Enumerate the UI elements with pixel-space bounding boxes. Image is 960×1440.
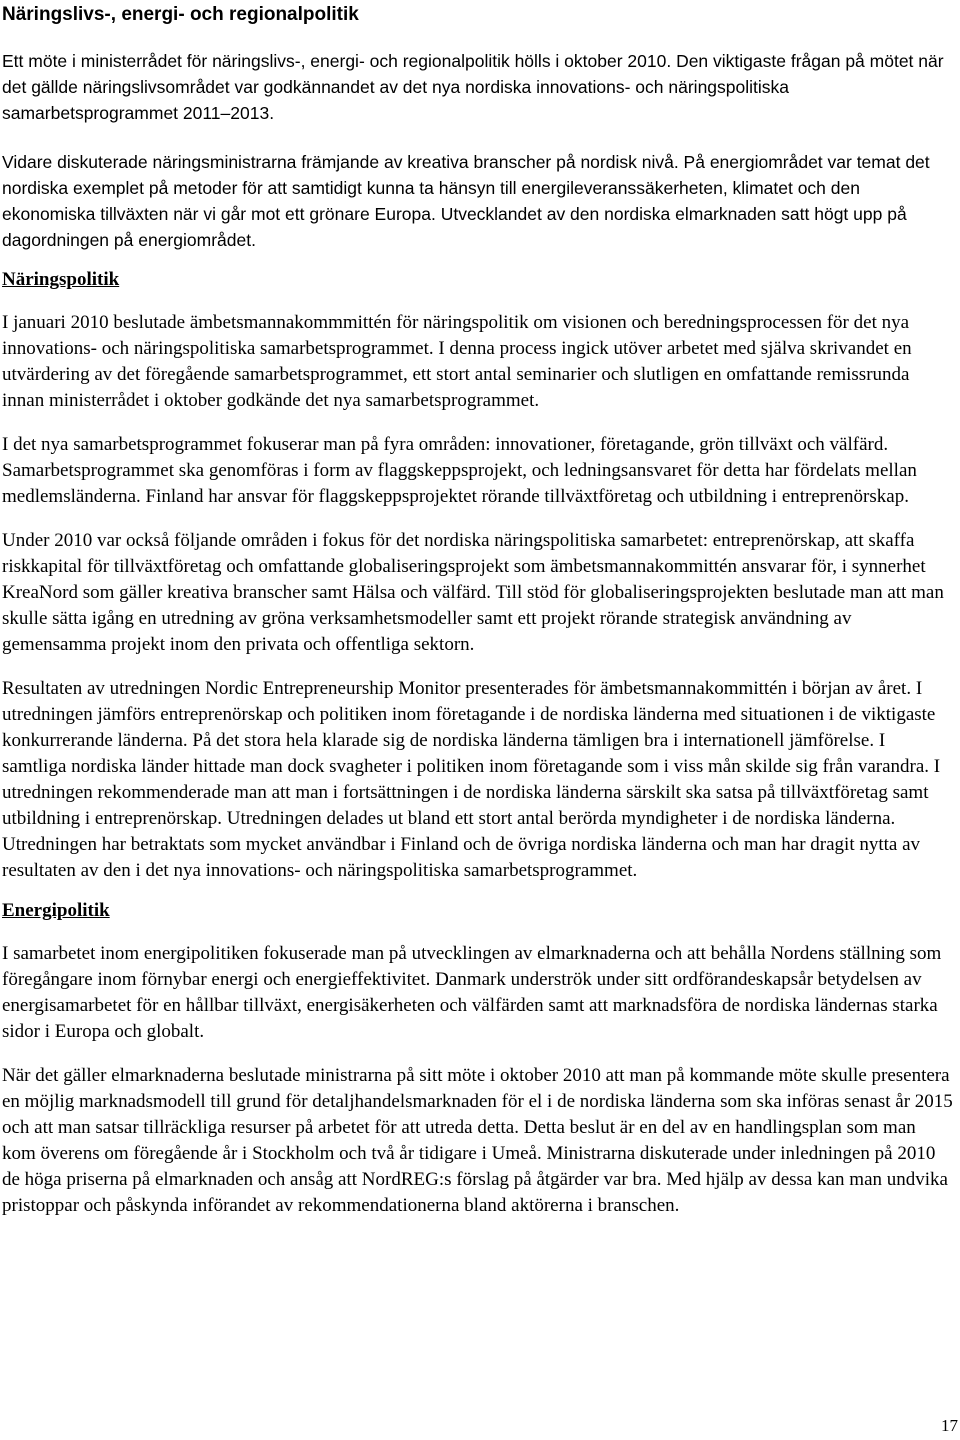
section-energipolitik — [2, 898, 954, 1219]
section-naringspolitik — [2, 267, 954, 884]
body-paragraph: Under 2010 var också följande områden i fokus för det nordiska näringspolitiska samarbetet: entreprenörskap, att skaffa riskkapital för tillväxtföretag och omfattande globaliseringsprojekt som ämbetsmannakommittén ansvarar för, i synnerhet KreaNord som gäller kreativa branscher samt Hälsa och välfärd. Till stöd för globaliseringsprojekten beslutade man att man skulle sätta igång en utredning av gröna verksamhetsmodeller samt ett projekt rörande strategisk användning av gemensamma projekt inom den privata och offentliga sektorn. — [2, 530, 944, 655]
body-paragraph: I samarbetet inom energipolitiken fokuserade man på utvecklingen av elmarknaderna och att behålla Nordens ställning som föregångare inom förnybar energi och energieffektivitet. Danmark underströk under sitt ordförandeskapsår betydelsen av energisamarbetet för en hållbar tillväxt, energisäkerheten och välfärden samt att marknadsföra de nordiska ländernas starka sidor i Europa och globalt. — [2, 943, 942, 1042]
page-number: 17 — [941, 1416, 958, 1435]
document-heading: Näringslivs-, energi- och regionalpolitik — [2, 4, 359, 25]
body-paragraph: När det gäller elmarknaderna beslutade ministrarna på sitt möte i oktober 2010 att man på kommande möte skulle presentera en möjlig marknadsmodell till grund för detaljhandelsmarknaden för el i de nordiska länderna som ska införas senast år 2015 och att man satsar tillräckliga resurser på arbetet för att utreda detta. Detta beslut är en del av en handlingsplan som man kom överens om föregående år i Stockholm och två år tidigare i Umeå. Ministrarna diskuterade under inledningen på 2010 de höga priserna på elmarknaden och ansåg att NordREG:s förslag på åtgärder var bra. Med hjälp av dessa kan man undvika pristoppar och påskynda införandet av rekommendationerna bland aktörerna i branschen. — [2, 1065, 953, 1216]
body-paragraph: I januari 2010 beslutade ämbetsmannakommmittén för näringspolitik om visionen och beredningsprocessen för det nya innovations- och näringspolitiska samarbetsprogrammet. I denna process ingick utöver arbetet med själva skrivandet en utvärdering av det föregående samarbetsprogrammet, ett stort antal seminarier och slutligen en omfattande remissrunda innan ministerrådet i oktober godkände det nya samarbetsprogrammet. — [2, 312, 912, 411]
document-page — [2, 0, 954, 1219]
body-paragraph: Resultaten av utredningen Nordic Entrepreneurship Monitor presenterades för ämbetsmannakommittén i början av året. I utredningen jämförs entreprenörskap och politiken inom företagande i de nordiska länderna med situationen i de viktigaste konkurrerande länderna. På det stora hela klarade sig de nordiska länderna tämligen bra i internationell jämförelse. I samtliga nordiska länder hittade man dock svagheter i politiken inom företagande som i viss mån skilde sig från varandra. I utredningen rekommenderade man att man i fortsättningen i de nordiska länderna särskilt ska satsa på tillväxtföretag samt utbildning i entreprenörskap. Utredningen delades ut bland ett stort antal berörda myndigheter i de nordiska länderna. Utredningen har betraktats som mycket användbar i Finland och de övriga nordiska länderna och man har dragit nytta av resultaten av den i det nya innovations- och näringspolitiska samarbetsprogrammet. — [2, 678, 941, 881]
body-paragraph: I det nya samarbetsprogrammet fokuserar man på fyra områden: innovationer, företagande, grön tillväxt och välfärd. Samarbetsprogrammet ska genomföras i form av flaggskeppsprojekt, och ledningsansvaret för detta har fördelats mellan medlemsländerna. Finland har ansvar för flaggskeppsprojektet rörande tillväxtföretag och utbildning i entreprenörskap. — [2, 434, 917, 507]
intro-paragraph-1: Ett möte i ministerrådet för näringslivs-, energi- och regionalpolitik hölls i oktober 2010. Den viktigaste frågan på mötet när det gällde näringslivsområdet var godkännandet av det nya nordiska innovations- och näringspolitiska samarbetsprogrammet 2011–2013. — [2, 51, 944, 123]
section-title-energipolitik: Energipolitik — [2, 900, 110, 921]
intro-paragraph-2: Vidare diskuterade näringsministrarna främjande av kreativa branscher på nordisk nivå. På energiområdet var temat det nordiska exemplet på metoder för att samtidigt kunna ta hänsyn till energileveranssäkerheten, klimatet och den ekonomiska tillväxten när vi går mot ett grönare Europa. Utvecklandet av den nordiska elmarknaden satt högt upp på dagordningen på energiområdet. — [2, 152, 930, 250]
section-title-naringspolitik: Näringspolitik — [2, 269, 120, 290]
